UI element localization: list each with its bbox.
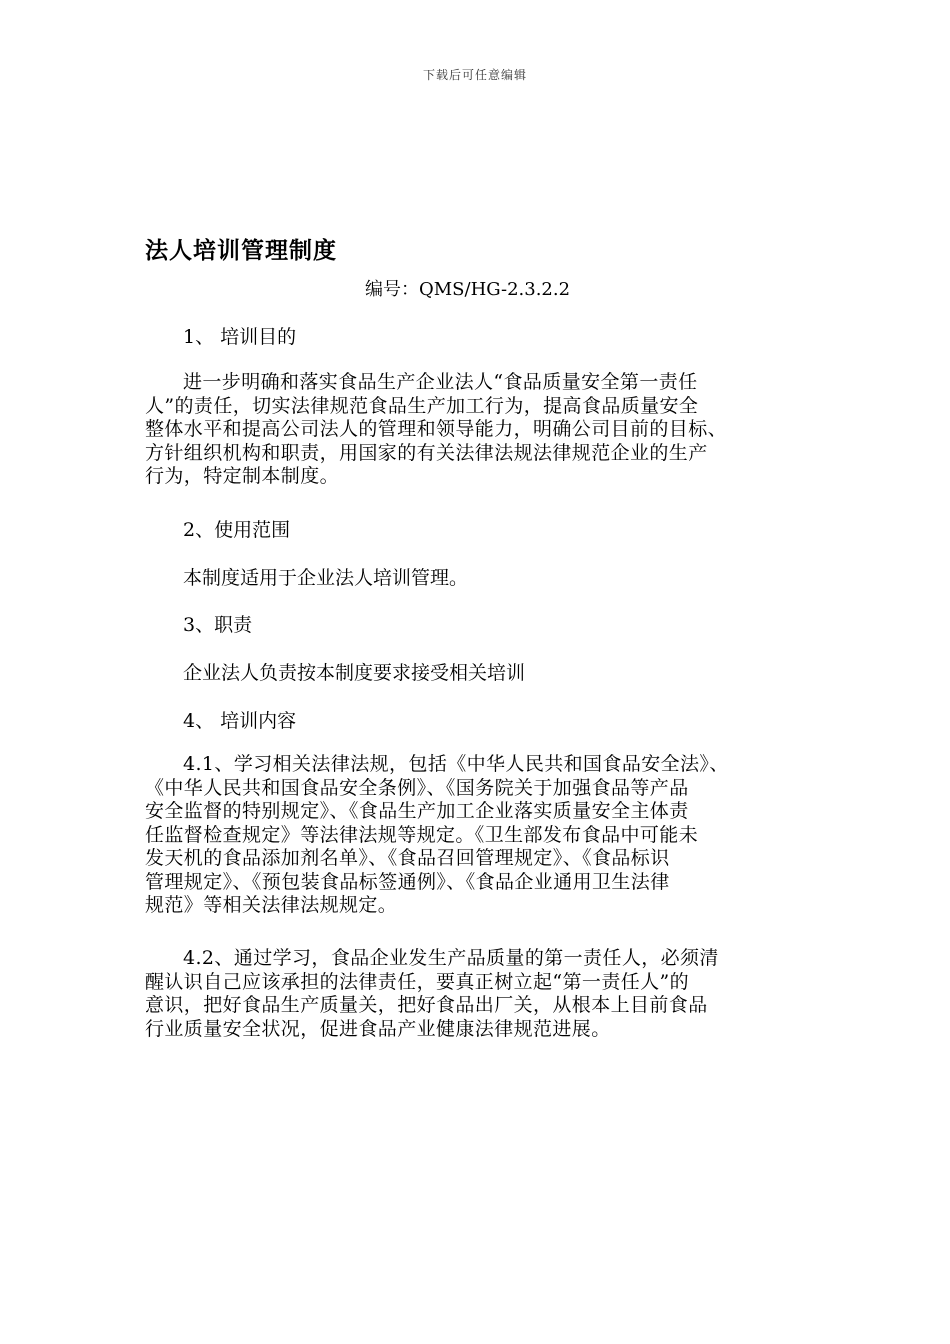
- paragraph-line: 发天机的食品添加剂名单》、《食品召回管理规定》、《食品标识: [145, 847, 670, 869]
- section-2-heading: 2、使用范围: [183, 519, 291, 541]
- section-4-2-paragraph: [145, 947, 825, 1041]
- paragraph-line: 4.1、学习相关法律法规，包括《中华人民共和国食品安全法》、: [183, 753, 729, 775]
- paragraph-line: 整体水平和提高公司法人的管理和领导能力，明确公司目前的目标、: [145, 418, 728, 440]
- paragraph-line: 醒认识自己应该承担的法律责任，要真正树立起“第一责任人”的: [145, 970, 690, 993]
- section-3-heading: 3、职责: [183, 614, 253, 636]
- document-title: 法人培训管理制度: [145, 238, 337, 264]
- paragraph-line: 4.2、通过学习，食品企业发生产品质量的第一责任人，必须清: [183, 947, 719, 969]
- paragraph-line: 安全监督的特别规定》、《食品生产加工企业落实质量安全主体责: [145, 800, 689, 822]
- paragraph-line: 管理规定》、《预包装食品标签通例》、《食品企业通用卫生法律: [145, 870, 670, 893]
- paragraph-line: 方针组织机构和职责，用国家的有关法律法规法律规范企业的生产: [145, 441, 708, 464]
- paragraph-line: 《中华人民共和国食品安全条例》、《国务院关于加强食品等产品: [145, 776, 689, 799]
- section-4-heading: 4、 培训内容: [183, 710, 297, 732]
- paragraph-line: 意识，把好食品生产质量关，把好食品出厂关，从根本上目前食品: [145, 994, 708, 1016]
- section-1-heading: 1、 培训目的: [183, 326, 297, 348]
- paragraph-line: 规范》等相关法律法规规定。: [145, 894, 398, 916]
- section-1-paragraph: [145, 371, 825, 489]
- paragraph-line: 进一步明确和落实食品生产企业法人“食品质量安全第一责任: [183, 371, 698, 393]
- section-2-text: 本制度适用于企业法人培训管理。: [183, 567, 469, 589]
- document-number: 编号：QMS/HG-2.3.2.2: [365, 279, 571, 300]
- paragraph-line: 行业质量安全状况，促进食品产业健康法律规范进展。: [145, 1017, 611, 1040]
- paragraph-line: 任监督检查规定》等法律法规等规定。《卫生部发布食品中可能未: [145, 823, 699, 846]
- paragraph-line: 行为，特定制本制度。: [145, 465, 340, 487]
- header-note: 下载后可任意编辑: [422, 68, 527, 82]
- paragraph-line: 人”的责任，切实法律规范食品生产加工行为，提高食品质量安全: [145, 394, 699, 417]
- section-3-text: 企业法人负责按本制度要求接受相关培训: [183, 662, 526, 684]
- section-4-1-paragraph: [145, 753, 825, 918]
